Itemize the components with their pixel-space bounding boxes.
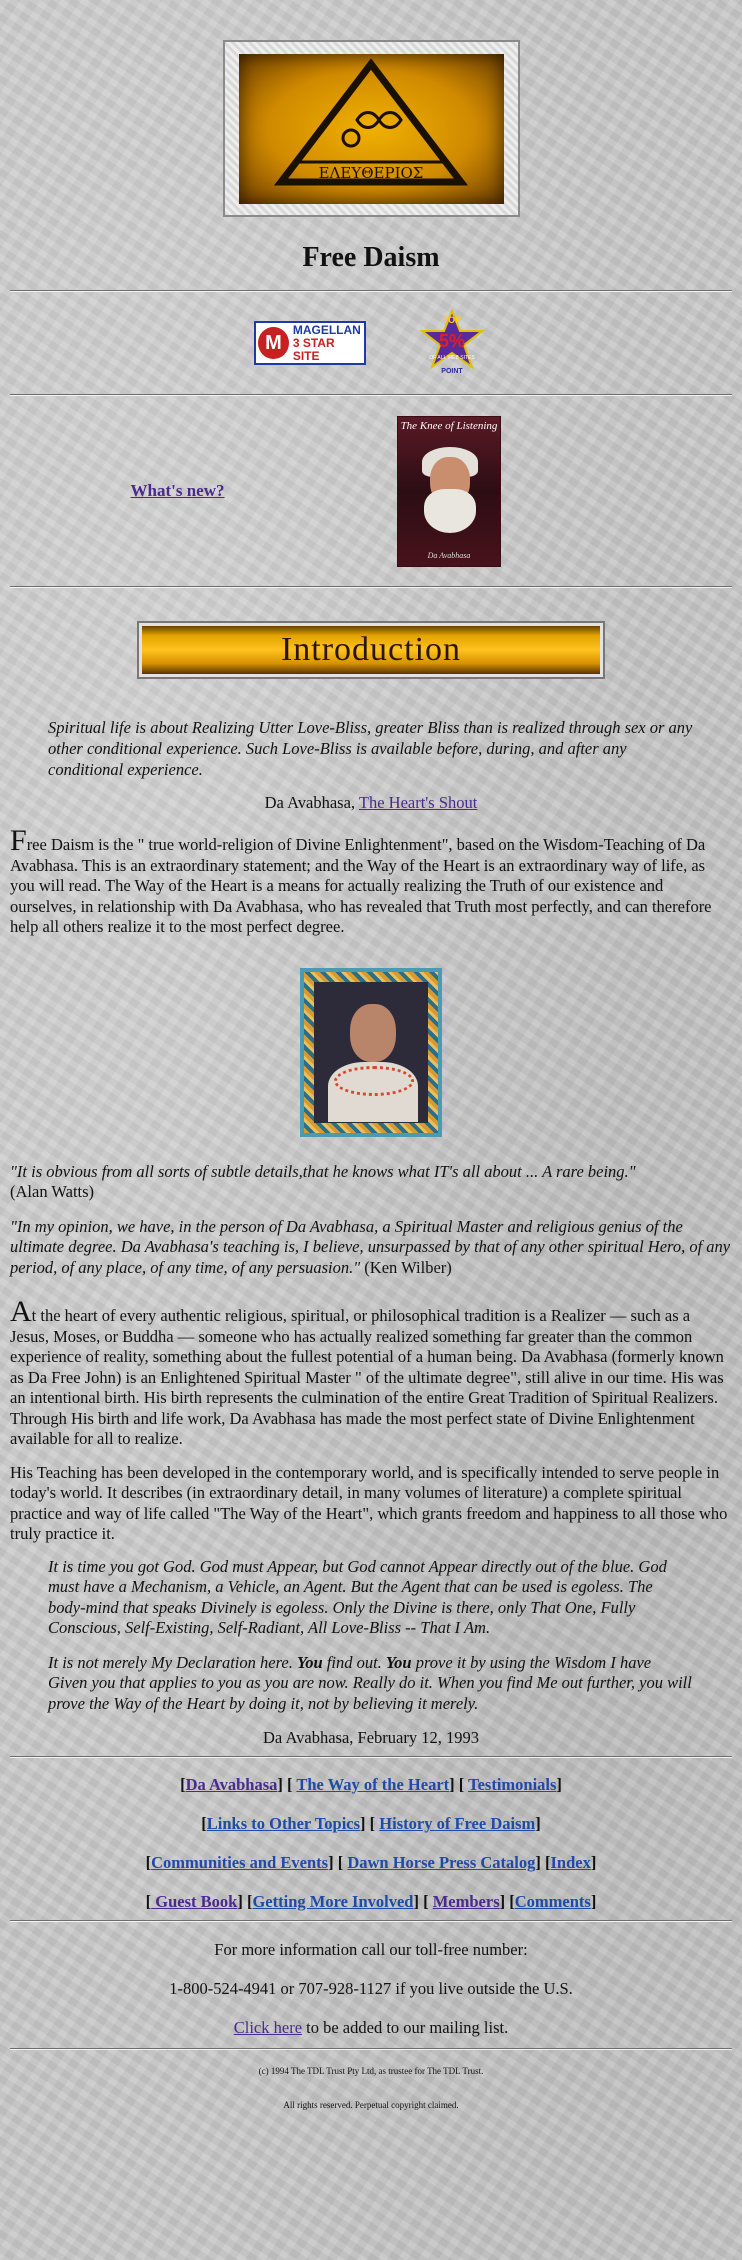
- site-logo: [223, 40, 520, 217]
- q2b-you1: You: [296, 1652, 323, 1672]
- book-figure-beard: [424, 489, 476, 533]
- top5-badge[interactable]: [416, 309, 488, 377]
- portrait-figure-face: [350, 1004, 396, 1062]
- wilber-attribution: (Ken Wilber): [364, 1257, 452, 1277]
- nav-communities[interactable]: Communities and Events: [151, 1853, 329, 1872]
- top5-line3: POINT: [441, 368, 463, 375]
- opening-quote: Spiritual life is about Realizing Utter Love-Bliss, greater Bliss than is realized through sex or any other conditional experience. Such Love-Bliss is available before, during, and after any conditional experience.: [48, 718, 693, 779]
- realizer-paragraph-text: t the heart of every authentic religious, spiritual, or philosophical tradition is a Realizer — such as a Jesus, Moses, or Buddha — someone who has actually realized something far greater than the common experience of reality, something about the fullest potential of a human being. Da Avabhasa (formerly known as Da Free John) is an Enlightened Spiritual Master " of the ultimate degree", still alive in our time. His was an intentional birth. His birth represents the culmination of the entire Great Tradition of Spiritual Realizers. Through His birth and life work, Da Avabhasa has made the most perfect state of Divine Enlightenment available for all to realize.: [10, 1306, 724, 1448]
- dropcap-f: F: [10, 824, 27, 857]
- divider: [10, 1756, 732, 1758]
- mailing-list-line: [0, 2018, 742, 2038]
- hearts-shout-link[interactable]: The Heart's Shout: [358, 793, 478, 812]
- nav-row-3: [Communities and Events] [ Dawn Horse Press Catalog] [Index]: [145, 1853, 597, 1872]
- magellan-line2: 3 STAR SITE: [292, 335, 335, 363]
- nav-row-4: [ Guest Book] [Getting More Involved] [ Members] [Comments]: [145, 1892, 597, 1911]
- whats-new-row: [0, 396, 742, 586]
- contact-line-1: For more information call our toll-free number:: [214, 1940, 528, 1959]
- q2b-part2: find out.: [322, 1652, 386, 1672]
- nav-dawn-horse[interactable]: Dawn Horse Press Catalog: [347, 1853, 536, 1872]
- nav-row-2: [Links to Other Topics] [ History of Free Daism]: [201, 1814, 541, 1833]
- teaching-paragraph: His Teaching has been developed in the contemporary world, and is specifically intended to serve people in today's world. It describes (in extraordinary detail, in many volumes of literature) a complete spiritual practice and way of life called "The Way of the Heart", which grants freedom and happiness to all those who truly practice it.: [10, 1462, 728, 1543]
- page-title: Free Daism: [302, 242, 440, 273]
- dropcap-a: A: [10, 1295, 32, 1328]
- divider: [10, 2048, 732, 2050]
- q2b-part3: prove it by using the Wisdom I have Given you that applies to you as you are now. Really do it. When you find Me out further, you will prove the Way of the Heart by doing it, not by believing it merely.: [48, 1652, 692, 1713]
- logo-caption: ΕΛΕΥΘΕΡΙΟΣ: [318, 164, 423, 182]
- watts-quote: [10, 1162, 732, 1203]
- portrait-garland: [334, 1066, 414, 1096]
- nav-index[interactable]: Index: [550, 1853, 591, 1872]
- copyright: (c) 1994 The TDL Trust Pty Ltd, as trustee for The TDL Trust.: [258, 2066, 484, 2076]
- nav-testimonials[interactable]: Testimonials: [468, 1775, 557, 1794]
- nav-links-other-topics[interactable]: Links to Other Topics: [206, 1814, 361, 1833]
- contact-phone: 1-800-524-4941 or 707-928-1127 if you live outside the U.S.: [169, 1979, 573, 1998]
- opening-quote-attribution: [0, 793, 742, 813]
- logo-plate: [239, 54, 504, 204]
- wilber-quote: [10, 1217, 732, 1279]
- watts-quote-text: "It is obvious from all sorts of subtle details,that he knows what IT's all about ... A rare being.": [10, 1161, 636, 1181]
- introduction-banner: Introduction: [139, 623, 603, 677]
- triangle-infinity-logo-icon: [239, 54, 504, 204]
- nav-row-1: [Da Avabhasa] [ The Way of the Heart] [ Testimonials]: [180, 1775, 562, 1794]
- nav-getting-involved[interactable]: Getting More Involved: [252, 1892, 414, 1911]
- wilber-quote-text: "In my opinion, we have, in the person of Da Avabhasa, a Spiritual Master and religious genius of the ultimate degree. Da Avabhasa's teaching is, I believe, unsurpassed by that of any other spiritual Hero, of any period, of any place, of any time, of any persuasion.": [10, 1216, 731, 1277]
- divider: [10, 586, 732, 588]
- nav-guest-book[interactable]: Guest Book: [151, 1892, 238, 1911]
- magellan-line1: MAGELLAN: [292, 322, 361, 337]
- q2b-you2: You: [385, 1652, 412, 1672]
- top5-big: 5%: [438, 331, 466, 351]
- portrait-image: [300, 968, 442, 1137]
- top5-line1: TOP: [442, 315, 462, 325]
- nav-members[interactable]: Members: [432, 1892, 500, 1911]
- award-badges: [0, 292, 742, 394]
- book-title: The Knee of Listening: [400, 419, 498, 432]
- nav-comments[interactable]: Comments: [514, 1892, 591, 1911]
- realizer-paragraph: [10, 1295, 732, 1450]
- top5-line2: OF ALL WEB SITES: [429, 355, 475, 361]
- nav-history[interactable]: History of Free Daism: [379, 1814, 536, 1833]
- intro-paragraph-text: ree Daism is the " true world-religion of Divine Enlightenment", based on the Wisdom-Teaching of Da Avabhasa. This is an extraordinary statement; and the Way of the Heart is an extraordinary way of life, as you will read. The Way of the Heart is a means for actually realizing the Truth of our existence and ourselves, in relationship with Da Avabhasa, who has revealed that Truth most perfectly, and can therefore help all others realize it to the most perfect degree.: [10, 835, 712, 936]
- divider: [10, 1920, 732, 1922]
- nav-da-avabhasa[interactable]: Da Avabhasa: [185, 1775, 278, 1794]
- portrait-inner: [314, 982, 428, 1123]
- rights-notice: All rights reserved. Perpetual copyright claimed.: [283, 2100, 459, 2110]
- declaration-quote-1: It is time you got God. God must Appear, but God cannot Appear directly out of the blue. God must have a Mechanism, a Vehicle, an Agent. But the Agent that can be used is egoless. The body-mind that speaks Divinely is egoless. Only the Divine is there, only That One, Fully Conscious, Self-Existing, Self-Radiant, All Love-Bliss -- That I Am.: [48, 1556, 667, 1637]
- q2b-part1: It is not merely My Declaration here.: [48, 1652, 297, 1672]
- declaration-attribution: Da Avabhasa, February 12, 1993: [263, 1728, 479, 1747]
- declaration-quote-2: [48, 1653, 694, 1715]
- book-cover-image[interactable]: [397, 416, 501, 567]
- mailing-list-link[interactable]: Click here: [233, 2018, 303, 2037]
- intro-paragraph: [10, 824, 732, 938]
- whats-new-link[interactable]: What's new?: [130, 481, 225, 500]
- mailing-list-text: to be added to our mailing list.: [302, 2018, 509, 2037]
- magellan-logo-icon: M: [258, 327, 289, 359]
- star-icon: [416, 309, 488, 377]
- watts-attribution: (Alan Watts): [10, 1182, 95, 1201]
- book-author: Da Avabhasa: [427, 550, 471, 560]
- nav-way-of-heart[interactable]: The Way of the Heart: [296, 1775, 450, 1794]
- attr-name: Da Avabhasa,: [264, 793, 359, 812]
- magellan-badge[interactable]: [254, 321, 366, 365]
